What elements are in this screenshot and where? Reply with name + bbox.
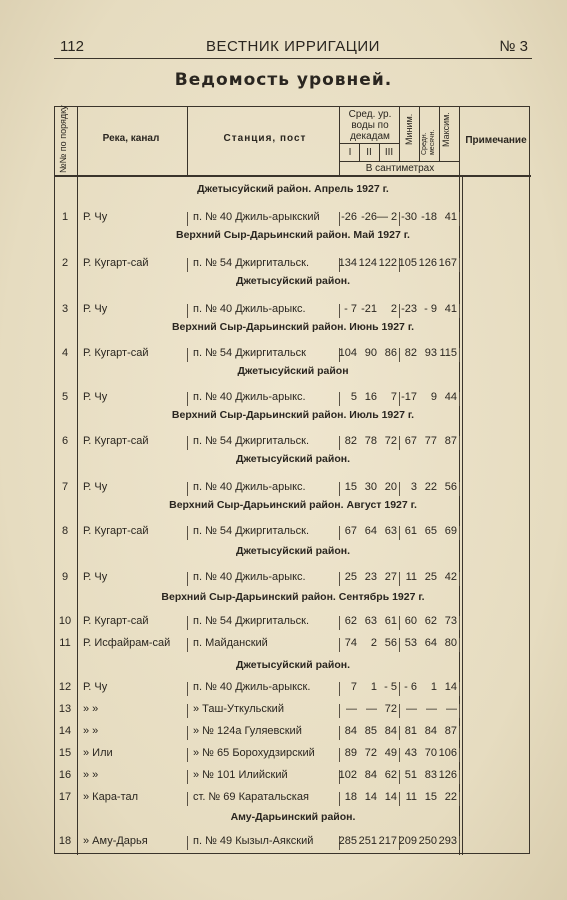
level-value: 11 (405, 791, 417, 803)
level-value: 250 (418, 835, 437, 847)
cell-divider (459, 392, 460, 406)
section-title: Джетысуйский район. Апрель 1927 г. (197, 183, 389, 195)
level-value: 293 (438, 835, 457, 847)
table-row (55, 481, 531, 499)
row-number: 15 (58, 747, 72, 759)
cell-divider (459, 258, 460, 272)
level-value: 7 (390, 391, 397, 403)
row-number: 5 (61, 391, 69, 403)
cell-divider (187, 836, 188, 850)
station-name: п. Майданский (193, 637, 268, 649)
cell-divider (187, 212, 188, 226)
level-value: 105 (398, 257, 417, 269)
table-row (55, 525, 531, 543)
level-value: 43 (404, 747, 417, 759)
cell-divider (187, 304, 188, 318)
level-value: 217 (378, 835, 397, 847)
river-name: » » (83, 725, 99, 737)
col-header-avg: Сред. ур. воды по декадам (348, 109, 392, 142)
level-value: 44 (444, 391, 457, 403)
cell-divider (187, 258, 188, 272)
row-number: 17 (58, 791, 72, 803)
table-row (55, 257, 531, 275)
level-value: 63 (384, 525, 397, 537)
river-name: » » (83, 769, 99, 781)
row-number: 9 (61, 571, 69, 583)
level-value: 67 (344, 525, 357, 537)
row-number: 8 (61, 525, 69, 537)
level-value: 49 (384, 747, 397, 759)
cell-divider (187, 572, 188, 586)
cell-divider (459, 616, 460, 630)
cell-divider (459, 482, 460, 496)
row-number: 10 (58, 615, 72, 627)
level-value: 64 (364, 525, 377, 537)
station-name: п. № 54 Джиргитальск. (193, 435, 309, 447)
river-name: Р. Чу (83, 571, 108, 583)
river-name: Р. Чу (83, 303, 108, 315)
cell-divider (187, 682, 188, 696)
header-rule-avg (339, 143, 399, 144)
river-name: » Аму-Дарья (83, 835, 148, 847)
level-value: 42 (444, 571, 457, 583)
cell-divider (459, 682, 460, 696)
levels-table (54, 106, 530, 854)
row-number: 1 (61, 211, 69, 223)
level-value: 15 (424, 791, 437, 803)
level-value: 1 (430, 681, 437, 693)
row-number: 6 (61, 435, 69, 447)
level-value: — (346, 703, 357, 715)
cell-divider (459, 704, 460, 718)
cell-divider (459, 572, 460, 586)
level-value: 14 (384, 791, 397, 803)
station-name: п. № 40 Джиль-арыкс. (193, 571, 306, 583)
level-value: — (446, 703, 457, 715)
cell-divider (187, 726, 188, 740)
table-row (55, 571, 531, 589)
col-header-note: Примечание (465, 135, 527, 146)
table-row (55, 703, 531, 721)
row-number: 7 (61, 481, 69, 493)
river-name: Р. Кугарт-сай (83, 615, 149, 627)
col-header-number: №№ по порядку (58, 105, 68, 173)
river-name: Р. Кугарт-сай (83, 525, 149, 537)
level-value: 1 (370, 681, 377, 693)
level-value: 85 (364, 725, 377, 737)
level-value: 84 (384, 725, 397, 737)
level-value: 22 (424, 481, 437, 493)
level-value: — (406, 703, 417, 715)
level-value: 83 (424, 769, 437, 781)
level-value: 65 (424, 525, 437, 537)
table-row (55, 835, 531, 853)
level-value: 84 (344, 725, 357, 737)
table-row (55, 391, 531, 409)
table-row (55, 435, 531, 453)
level-value: 74 (344, 637, 357, 649)
level-value: 41 (444, 303, 457, 315)
header-rule-decades (339, 161, 459, 162)
table-row (55, 347, 531, 365)
level-value: -26 (341, 211, 357, 223)
station-name: » № 65 Борохудзирский (193, 747, 315, 759)
row-number: 2 (61, 257, 69, 269)
level-value: -18 (421, 211, 437, 223)
header-rule-mean (419, 107, 420, 161)
cell-divider (187, 792, 188, 806)
row-number: 18 (58, 835, 72, 847)
cell-divider (459, 212, 460, 226)
section-title: Джетысуйский район. (235, 659, 351, 671)
cell-divider (459, 748, 460, 762)
issue-number: № 3 (499, 38, 528, 55)
level-value: 90 (364, 347, 377, 359)
cell-divider (459, 304, 460, 318)
level-value: — (366, 703, 377, 715)
cell-divider (459, 638, 460, 652)
level-value: 87 (444, 435, 457, 447)
level-value: 23 (364, 571, 377, 583)
level-value: -26 (361, 211, 377, 223)
level-value: 14 (364, 791, 377, 803)
col-header-dec-2: II (366, 147, 372, 158)
station-name: п. № 54 Джиргитальск (193, 347, 306, 359)
level-value: 89 (344, 747, 357, 759)
level-value: 3 (410, 481, 417, 493)
level-value: -30 (401, 211, 417, 223)
section-title: Аму-Дарьинский район. (230, 811, 356, 823)
header-rule-dec-2 (379, 143, 380, 161)
table-row (55, 211, 531, 229)
col-header-dec-1: I (348, 147, 352, 158)
cell-divider (459, 436, 460, 450)
col-header-min: Миним. (404, 113, 414, 145)
level-value: 285 (338, 835, 357, 847)
level-value: 7 (350, 681, 357, 693)
level-value: 16 (364, 391, 377, 403)
level-value: 56 (444, 481, 457, 493)
level-value: 20 (384, 481, 397, 493)
level-value: 209 (398, 835, 417, 847)
level-value: 63 (364, 615, 377, 627)
station-name: » Таш-Уткульский (193, 703, 284, 715)
level-value: 2 (370, 637, 377, 649)
river-name: Р. Чу (83, 481, 108, 493)
cell-divider (459, 792, 460, 806)
cell-divider (459, 836, 460, 850)
level-value: 134 (338, 257, 357, 269)
level-value: 62 (384, 769, 397, 781)
level-value: 27 (384, 571, 397, 583)
station-name: п. № 54 Джиргитальск. (193, 615, 309, 627)
level-value: 18 (344, 791, 357, 803)
river-name: Р. Кугарт-сай (83, 347, 149, 359)
table-title: Ведомость уровней. (174, 70, 393, 90)
level-value: 167 (438, 257, 457, 269)
level-value: -17 (401, 391, 417, 403)
cell-divider (187, 748, 188, 762)
cell-divider (187, 392, 188, 406)
cell-divider (187, 436, 188, 450)
cell-divider (187, 638, 188, 652)
river-name: Р. Чу (83, 391, 108, 403)
level-value: 93 (424, 347, 437, 359)
station-name: п. № 40 Джиль-арыкс. (193, 303, 306, 315)
row-number: 14 (58, 725, 72, 737)
level-value: 15 (344, 481, 357, 493)
cell-divider (187, 770, 188, 784)
level-value: -23 (401, 303, 417, 315)
station-name: п. № 40 Джиль-арыкск. (193, 681, 311, 693)
level-value: - 9 (424, 303, 437, 315)
level-value: 106 (438, 747, 457, 759)
row-number: 16 (58, 769, 72, 781)
row-number: 3 (61, 303, 69, 315)
table-row (55, 637, 531, 655)
level-value: 25 (344, 571, 357, 583)
section-title: Верхний Сыр-Дарьинский район. Июнь 1927 г. (171, 321, 415, 333)
cell-divider (187, 704, 188, 718)
level-value: 56 (384, 637, 397, 649)
col-header-station: Станция, пост (223, 133, 307, 144)
station-name: п. № 40 Джиль-арыкс. (193, 391, 306, 403)
level-value: 25 (424, 571, 437, 583)
river-name: Р. Кугарт-сай (83, 257, 149, 269)
level-value: 51 (404, 769, 417, 781)
level-value: 86 (384, 347, 397, 359)
level-value: 9 (430, 391, 437, 403)
level-value: 126 (418, 257, 437, 269)
level-value: — 2 (377, 211, 398, 223)
station-name: » № 124а Гуляевский (193, 725, 302, 737)
section-title: Джетысуйский район. (235, 545, 351, 557)
col-header-units: В сантиметрах (365, 163, 435, 174)
journal-title: ВЕСТНИК ИРРИГАЦИИ (206, 38, 380, 55)
header-rule-no (77, 107, 78, 175)
table-row (55, 747, 531, 765)
level-value: 72 (384, 703, 397, 715)
cell-divider (187, 482, 188, 496)
header-rule-dec-1 (359, 143, 360, 161)
level-value: 251 (358, 835, 377, 847)
section-title: Верхний Сыр-Дарьинский район. Июль 1927 г. (171, 409, 415, 421)
level-value: 82 (404, 347, 417, 359)
header-rule-note (459, 107, 460, 175)
level-value: 122 (378, 257, 397, 269)
station-name: ст. № 69 Каратальская (193, 791, 309, 803)
level-value: 82 (344, 435, 357, 447)
level-value: 87 (444, 725, 457, 737)
section-title: Верхний Сыр-Дарьинский район. Май 1927 г. (176, 229, 410, 241)
level-value: 62 (344, 615, 357, 627)
level-value: 84 (424, 725, 437, 737)
row-number: 4 (61, 347, 69, 359)
station-name: п. № 40 Джиль-арыкс. (193, 481, 306, 493)
level-value: -21 (361, 303, 377, 315)
level-value: 77 (424, 435, 437, 447)
level-value: 69 (444, 525, 457, 537)
section-title: Джетысуйский район. (235, 453, 351, 465)
level-value: 72 (384, 435, 397, 447)
col-header-mean: Средн. месячн. (421, 129, 436, 155)
level-value: 115 (439, 347, 457, 359)
cell-divider (459, 770, 460, 784)
header-rule-river (187, 107, 188, 175)
level-value: 60 (404, 615, 417, 627)
table-row (55, 725, 531, 743)
station-name: » № 101 Илийский (193, 769, 288, 781)
level-value: 126 (438, 769, 457, 781)
level-value: 84 (364, 769, 377, 781)
level-value: 30 (364, 481, 377, 493)
level-value: 64 (424, 637, 437, 649)
col-header-river: Река, канал (102, 133, 160, 144)
row-number: 13 (58, 703, 72, 715)
table-row (55, 615, 531, 633)
river-name: Р. Исфайрам-сай (83, 637, 171, 649)
page-number: 112 (60, 38, 84, 55)
cell-divider (187, 526, 188, 540)
level-value: — (426, 703, 437, 715)
table-row (55, 769, 531, 787)
level-value: 61 (384, 615, 397, 627)
table-row (55, 303, 531, 321)
level-value: 80 (444, 637, 457, 649)
level-value: 73 (444, 615, 457, 627)
col-header-dec-3: III (384, 147, 394, 158)
level-value: - 7 (344, 303, 357, 315)
section-title: Верхний Сыр-Дарьинский район. Сентябрь 1927 г. (161, 591, 425, 603)
header-rule-max (439, 107, 440, 161)
river-name: Р. Чу (83, 681, 108, 693)
level-value: 67 (404, 435, 417, 447)
table-row (55, 681, 531, 699)
station-name: п. № 49 Кызыл-Аякский (193, 835, 314, 847)
level-value: 124 (358, 257, 377, 269)
level-value: 70 (424, 747, 437, 759)
level-value: - 6 (404, 681, 417, 693)
section-title: Джетысуйский район. (235, 275, 351, 287)
level-value: 14 (444, 681, 457, 693)
river-name: » Кара-тал (83, 791, 139, 803)
level-value: 104 (338, 347, 357, 359)
cell-divider (187, 616, 188, 630)
level-value: 22 (444, 791, 457, 803)
level-value: 41 (444, 211, 457, 223)
station-name: п. № 54 Джиргитальск. (193, 525, 309, 537)
river-name: Р. Чу (83, 211, 108, 223)
level-value: 78 (364, 435, 377, 447)
river-name: Р. Кугарт-сай (83, 435, 149, 447)
section-title: Верхний Сыр-Дарьинский район. Август 1927 г. (169, 499, 417, 511)
cell-divider (187, 348, 188, 362)
level-value: - 5 (384, 681, 397, 693)
page-header (54, 38, 532, 59)
row-number: 12 (58, 681, 72, 693)
level-value: 72 (364, 747, 377, 759)
level-value: 61 (404, 525, 417, 537)
level-value: 62 (424, 615, 437, 627)
level-value: 11 (405, 571, 417, 583)
river-name: » Или (83, 747, 113, 759)
cell-divider (459, 526, 460, 540)
cell-divider (459, 348, 460, 362)
section-title: Джетысуйский район (237, 365, 349, 377)
row-number: 11 (59, 637, 71, 649)
level-value: 53 (404, 637, 417, 649)
level-value: 2 (390, 303, 397, 315)
station-name: п. № 54 Джиргитальск. (193, 257, 309, 269)
table-row (55, 791, 531, 809)
cell-divider (459, 726, 460, 740)
col-header-max: Максим. (441, 112, 451, 147)
level-value: 81 (404, 725, 417, 737)
level-value: 102 (338, 769, 357, 781)
station-name: п. № 40 Джиль-арыкский (193, 211, 320, 223)
river-name: » » (83, 703, 99, 715)
header-rule-station (339, 107, 340, 175)
level-value: 5 (350, 391, 357, 403)
header-rule-min (399, 107, 400, 161)
